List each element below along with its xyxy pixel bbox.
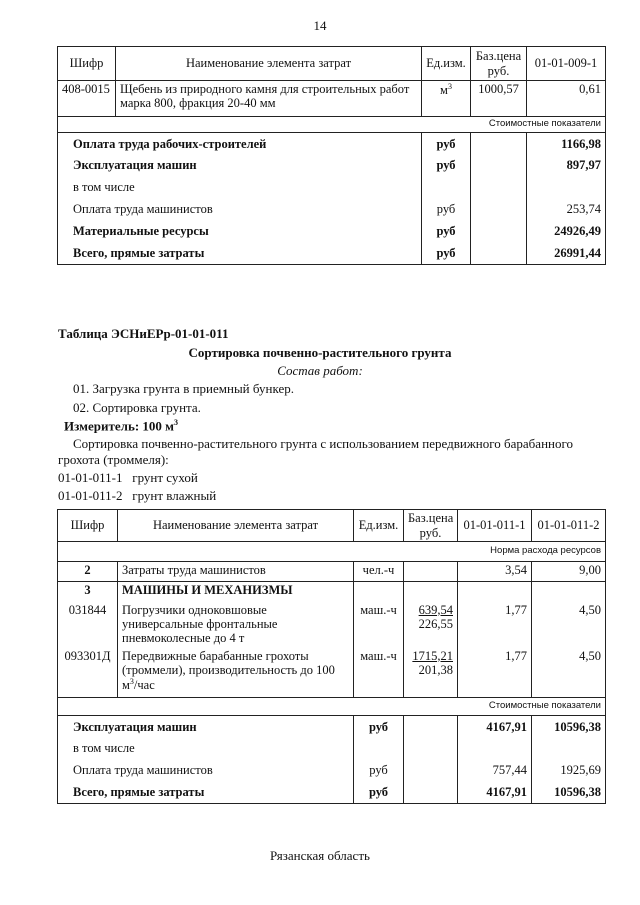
page-number: 14 — [313, 18, 327, 33]
cost-price — [404, 760, 458, 782]
cost-label: в том числе — [58, 177, 422, 199]
cost-value: 24926,49 — [527, 221, 606, 243]
cost-row — [58, 738, 606, 760]
machines-title: МАШИНЫ И МЕХАНИЗМЫ — [118, 582, 354, 602]
machine-v1: 1,77 — [458, 602, 532, 648]
table-row — [58, 562, 606, 582]
cost-price — [471, 199, 527, 221]
machines-unit — [354, 582, 404, 602]
machine-code: 031844 — [58, 602, 118, 648]
cost-unit: руб — [354, 716, 404, 738]
row-value: 0,61 — [527, 81, 606, 117]
header-unit: Ед.изм. — [354, 510, 404, 542]
section-label: Стоимостные показатели — [58, 698, 606, 716]
cost-price — [471, 221, 527, 243]
machine-code: 093301Д — [58, 648, 118, 698]
header-price: Баз.цена руб. — [471, 47, 527, 81]
cost-unit: руб — [354, 760, 404, 782]
cost-price — [471, 243, 527, 265]
cost-value: 253,74 — [527, 199, 606, 221]
measure: Измеритель: 100 $м^3$ — [64, 418, 179, 434]
cost-value: 897,97 — [527, 155, 606, 177]
header-name: Наименование элемента затрат — [118, 510, 354, 542]
machines-code: 3 — [58, 582, 118, 602]
cost-value: 26991,44 — [527, 243, 606, 265]
table-row — [58, 602, 606, 648]
cost-rows — [58, 716, 606, 804]
header-col1: 01-01-011-1 — [458, 510, 532, 542]
cost-value — [527, 177, 606, 199]
table-row — [58, 582, 606, 602]
cost-unit — [422, 177, 471, 199]
cost-price — [404, 782, 458, 804]
header-code: Шифр — [58, 47, 116, 81]
cost-price — [471, 177, 527, 199]
labor-code: 2 — [58, 562, 118, 582]
variant-2: 01-01-011-2 грунт влажный — [58, 488, 217, 503]
cost-row — [58, 782, 606, 804]
section-heading: Сортировка почвенно-растительного грунта — [188, 345, 452, 360]
row-price: 1000,57 — [471, 81, 527, 117]
cost-row — [58, 221, 606, 243]
cost-unit — [354, 738, 404, 760]
description-line-1: Сортировка почвенно-растительного грунта с использованием передвижного барабанного — [73, 436, 573, 451]
cost-v1 — [458, 738, 532, 760]
cost-row — [58, 133, 606, 155]
labor-price — [404, 562, 458, 582]
cost-row — [58, 199, 606, 221]
header-unit: Ед.изм. — [422, 47, 471, 81]
header-code: Шифр — [58, 510, 118, 542]
cost-v2 — [532, 738, 606, 760]
table-title: Таблица ЭСНиЕРр-01-01-011 — [58, 326, 229, 341]
table-row — [58, 648, 606, 698]
machine-price: 1715,21 201,38 — [404, 648, 458, 698]
machine-name: Погрузчики одноковшовые универсальные фронтальные пневмоколесные до 4 т — [118, 602, 354, 648]
cost-value: 1166,98 — [527, 133, 606, 155]
machine-v1: 1,77 — [458, 648, 532, 698]
step-1: 01. Загрузка грунта в приемный бункер. — [73, 381, 294, 396]
row-unit: $м^3$ — [422, 81, 471, 117]
cost-v1: 757,44 — [458, 760, 532, 782]
cost-unit: руб — [354, 782, 404, 804]
cost-price — [404, 716, 458, 738]
labor-name: Затраты труда машинистов — [118, 562, 354, 582]
cost-row — [58, 243, 606, 265]
machine-unit: маш.-ч — [354, 602, 404, 648]
cost-v1: 4167,91 — [458, 716, 532, 738]
cost-v2: 1925,69 — [532, 760, 606, 782]
cost-price — [471, 133, 527, 155]
header-col: 01-01-009-1 — [527, 47, 606, 81]
cost-label: Оплата труда машинистов — [58, 199, 422, 221]
cost-label: в том числе — [58, 738, 354, 760]
cost-rows — [58, 133, 606, 265]
machine-price: 639,54 226,55 — [404, 602, 458, 648]
table-1 — [57, 46, 606, 265]
cost-label: Всего, прямые затраты — [58, 243, 422, 265]
cost-row — [58, 155, 606, 177]
cost-label: Оплата труда машинистов — [58, 760, 354, 782]
header-price: Баз.цена руб. — [404, 510, 458, 542]
cost-label: Эксплуатация машин — [58, 716, 354, 738]
header-name: Наименование элемента затрат — [116, 47, 422, 81]
cost-unit: руб — [422, 243, 471, 265]
machines-v1 — [458, 582, 532, 602]
cost-row — [58, 760, 606, 782]
cost-price — [404, 738, 458, 760]
composition-label: Состав работ: — [277, 363, 363, 378]
machine-unit: маш.-ч — [354, 648, 404, 698]
table-row — [58, 81, 606, 117]
footer: Рязанская область — [270, 848, 370, 863]
cost-label: Всего, прямые затраты — [58, 782, 354, 804]
machines-v2 — [532, 582, 606, 602]
cost-v2: 10596,38 — [532, 782, 606, 804]
cost-label: Материальные ресурсы — [58, 221, 422, 243]
labor-v1: 3,54 — [458, 562, 532, 582]
norm-section-label: Норма расхода ресурсов — [58, 542, 606, 562]
machines-price — [404, 582, 458, 602]
cost-row — [58, 716, 606, 738]
cost-label: Оплата труда рабочих-строителей — [58, 133, 422, 155]
cost-unit: руб — [422, 155, 471, 177]
labor-v2: 9,00 — [532, 562, 606, 582]
variant-1: 01-01-011-1 грунт сухой — [58, 470, 198, 485]
description-line-2: грохота (троммеля): — [58, 452, 169, 467]
row-name: Щебень из природного камня для строительных работ марка 800, фракция 20-40 мм — [116, 81, 422, 117]
machine-name: Передвижные барабанные грохоты (троммели), производительность до 100 $м^3$/час — [118, 648, 354, 698]
cost-v2: 10596,38 — [532, 716, 606, 738]
cost-row — [58, 177, 606, 199]
cost-unit: руб — [422, 221, 471, 243]
row-code: 408-0015 — [58, 81, 116, 117]
table-2 — [57, 509, 606, 804]
machine-v2: 4,50 — [532, 648, 606, 698]
step-2: 02. Сортировка грунта. — [73, 400, 201, 415]
section-label: Стоимостные показатели — [58, 117, 606, 133]
cost-v1: 4167,91 — [458, 782, 532, 804]
cost-label: Эксплуатация машин — [58, 155, 422, 177]
cost-unit: руб — [422, 199, 471, 221]
labor-unit: чел.-ч — [354, 562, 404, 582]
cost-price — [471, 155, 527, 177]
header-col2: 01-01-011-2 — [532, 510, 606, 542]
machine-v2: 4,50 — [532, 602, 606, 648]
cost-unit: руб — [422, 133, 471, 155]
